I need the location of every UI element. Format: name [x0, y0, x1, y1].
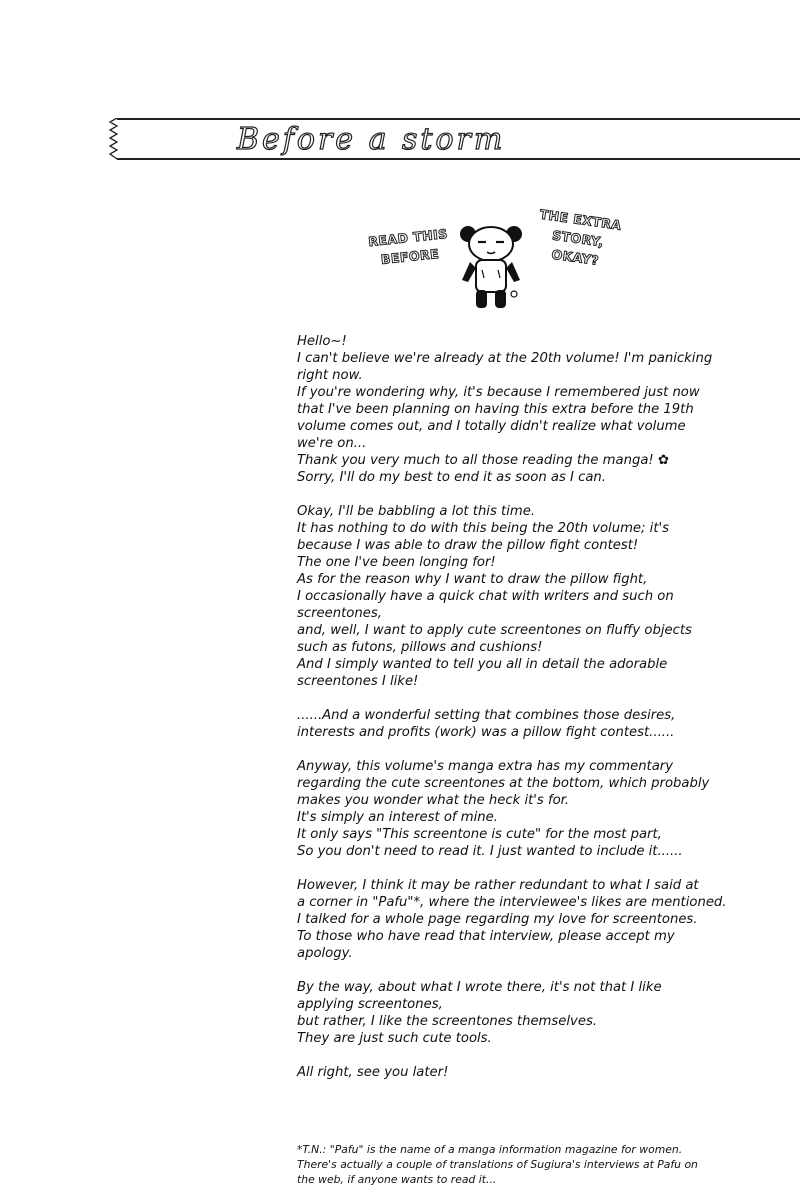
title-banner — [107, 118, 800, 162]
text-line: ......And a wonderful setting that combines those desires, — [297, 708, 676, 723]
footnote-line: There's actually a couple of translations of Sugiura's interviews at Pafu on — [297, 1158, 698, 1171]
banner-top-line — [117, 118, 800, 120]
text-line: right now. — [297, 368, 363, 383]
panda-icon — [458, 222, 526, 312]
text-line: To those who have read that interview, please accept my — [297, 929, 675, 944]
text-line: and, well, I want to apply cute screentones on fluffy objects — [297, 623, 692, 638]
paragraph — [297, 979, 777, 1047]
text-line: regarding the cute screentones at the bottom, which probably — [297, 776, 710, 791]
panda-illustration — [360, 208, 630, 308]
text-line: makes you wonder what the heck it's for. — [297, 793, 570, 808]
text-line: such as futons, pillows and cushions! — [297, 640, 543, 655]
text-line: screentones, — [297, 606, 382, 621]
translator-footnote — [297, 1142, 787, 1187]
text-line: apology. — [297, 946, 353, 961]
footnote-line: the web, if anyone wants to read it... — [297, 1173, 497, 1186]
text-line: As for the reason why I want to draw the pillow fight, — [297, 572, 648, 587]
text-line: If you're wondering why, it's because I remembered just now — [297, 385, 700, 400]
text-line: The one I've been longing for! — [297, 555, 496, 570]
callout-the-extra-story: THE EXTRA STORY, OKAY? — [538, 206, 623, 269]
banner-bottom-line — [117, 158, 800, 160]
text-line: They are just such cute tools. — [297, 1031, 492, 1046]
text-line: By the way, about what I wrote there, it's not that I like — [297, 980, 662, 995]
paragraph — [297, 1064, 777, 1081]
paragraph — [297, 758, 777, 860]
text-line: And I simply wanted to tell you all in detail the adorable — [297, 657, 668, 672]
afterword-text — [297, 333, 777, 1098]
text-line: It's simply an interest of mine. — [297, 810, 498, 825]
text-line: applying screentones, — [297, 997, 443, 1012]
text-line: a corner in "Pafu"*, where the interviewee's likes are mentioned. — [297, 895, 727, 910]
text-line: I can't believe we're already at the 20th volume! I'm panicking — [297, 351, 713, 366]
text-line: Hello~! — [297, 334, 347, 349]
text-line: Sorry, I'll do my best to end it as soon as I can. — [297, 470, 606, 485]
text-line: So you don't need to read it. I just wanted to include it...... — [297, 844, 683, 859]
text-line: It only says "This screentone is cute" for the most part, — [297, 827, 662, 842]
text-line: Thank you very much to all those reading the manga! ✿ — [297, 453, 669, 468]
text-line: I occasionally have a quick chat with writers and such on — [297, 589, 674, 604]
page-title: Before a storm — [237, 122, 506, 157]
text-line: interests and profits (work) was a pillow fight contest...... — [297, 725, 675, 740]
footnote-line: *T.N.: "Pafu" is the name of a manga information magazine for women. — [297, 1143, 683, 1156]
text-line: It has nothing to do with this being the 20th volume; it's — [297, 521, 670, 536]
paragraph — [297, 333, 777, 486]
text-line: because I was able to draw the pillow fight contest! — [297, 538, 639, 553]
zigzag-border — [107, 118, 121, 160]
text-line: but rather, I like the screentones themselves. — [297, 1014, 598, 1029]
callout-read-this-before: READ THIS BEFORE — [367, 225, 449, 267]
text-line: However, I think it may be rather redundant to what I said at — [297, 878, 699, 893]
text-line: screentones I like! — [297, 674, 419, 689]
text-line: I talked for a whole page regarding my love for screentones. — [297, 912, 698, 927]
paragraph — [297, 503, 777, 690]
text-line: Okay, I'll be babbling a lot this time. — [297, 504, 536, 519]
text-line: Anyway, this volume's manga extra has my commentary — [297, 759, 674, 774]
text-line: that I've been planning on having this extra before the 19th — [297, 402, 694, 417]
text-line: All right, see you later! — [297, 1065, 449, 1080]
paragraph — [297, 877, 777, 962]
text-line: we're on... — [297, 436, 367, 451]
paragraph — [297, 707, 777, 741]
text-line: volume comes out, and I totally didn't realize what volume — [297, 419, 686, 434]
